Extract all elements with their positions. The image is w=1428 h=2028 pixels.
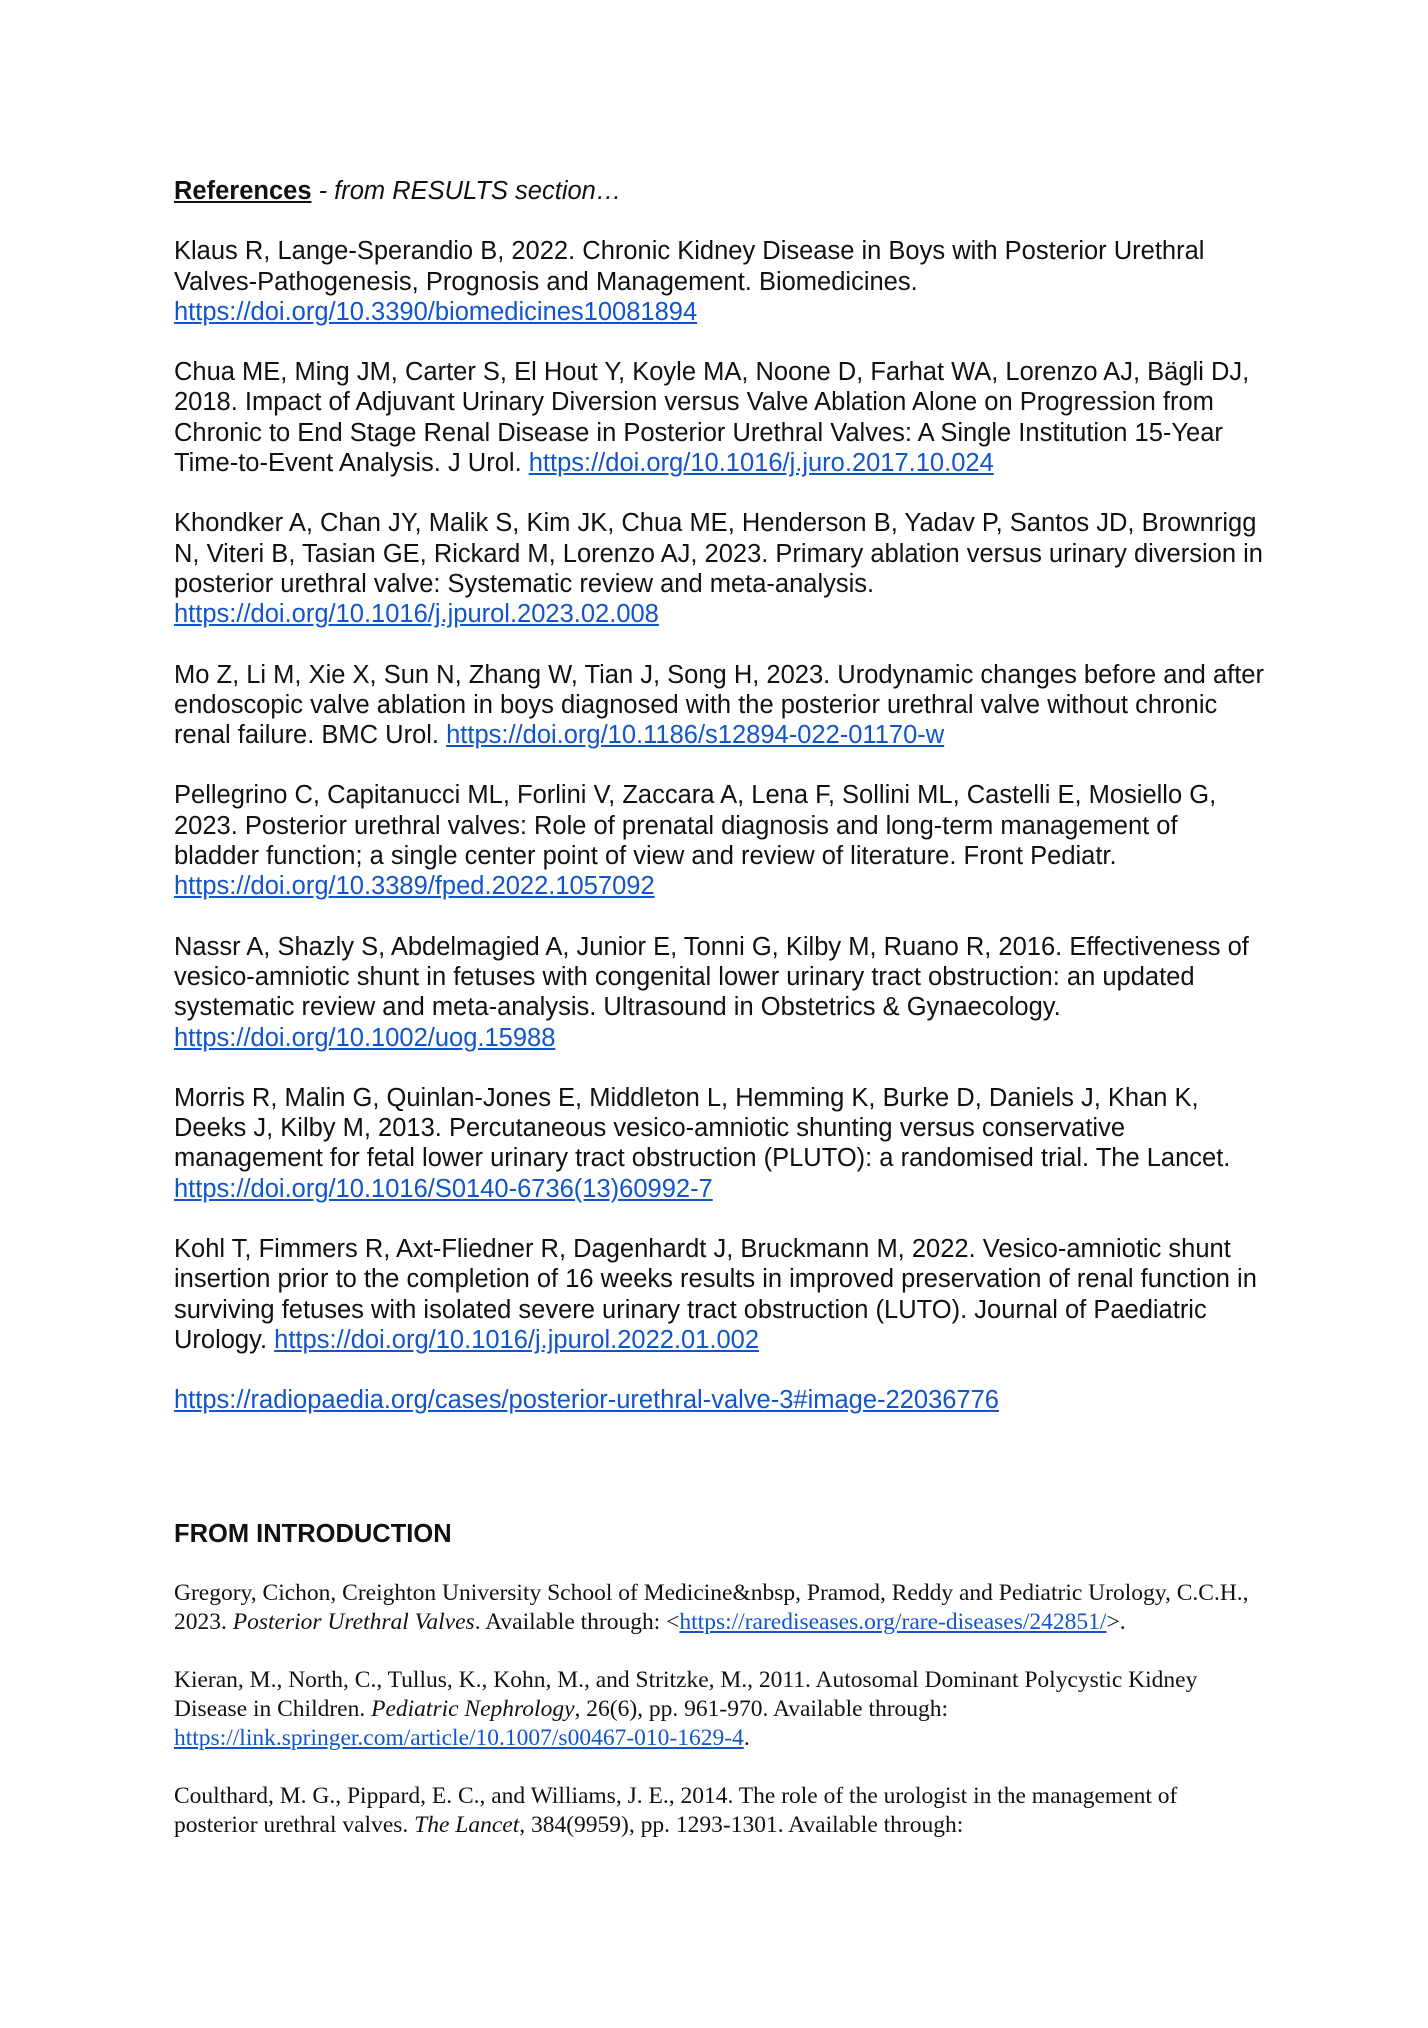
reference-text: >. xyxy=(1106,1608,1126,1635)
reference-item xyxy=(174,780,1264,901)
doi-link[interactable]: https://doi.org/10.1016/S0140-6736(13)60992-7 xyxy=(174,1174,713,1203)
reference-text: Kohl T, Fimmers R, Axt-Fliedner R, Dagenhardt J, Bruckmann M, 2022. Vesico-amniotic shunt insertion prior to the completion of 16 weeks results in improved preservation of renal function in surviving fetuses with isolated severe urinary tract obstruction (LUTO). Journal of Paediatric Urology. xyxy=(174,1235,1257,1354)
intro-reference-list xyxy=(174,1579,1264,1840)
references-title: References xyxy=(174,177,312,205)
reference-item xyxy=(174,357,1264,478)
doi-link[interactable]: https://doi.org/10.1016/j.juro.2017.10.024 xyxy=(528,449,994,478)
doi-link[interactable]: https://doi.org/10.1016/j.jpurol.2022.01.002 xyxy=(274,1325,760,1354)
reference-title-italic: The Lancet xyxy=(414,1811,520,1838)
reference-item xyxy=(174,508,1264,629)
reference-link[interactable]: https://link.springer.com/article/10.1007/s00467-010-1629-4 xyxy=(174,1724,744,1751)
reference-item xyxy=(174,236,1264,327)
intro-section-title: FROM INTRODUCTION xyxy=(174,1519,452,1548)
reference-text: Coulthard, M. G., Pippard, E. C., and Williams, J. E., 2014. The role of the urologist in the management of posterior urethral valves. xyxy=(174,1782,1178,1838)
references-subtitle: - from RESULTS section… xyxy=(311,177,622,205)
reference-item xyxy=(174,932,1264,1053)
doi-link[interactable]: https://doi.org/10.3390/biomedicines10081894 xyxy=(174,297,698,326)
reference-item xyxy=(174,1666,1264,1753)
doi-link[interactable]: https://doi.org/10.1186/s12894-022-01170-w xyxy=(446,721,945,750)
standalone-link-line xyxy=(174,1385,1264,1415)
reference-title-italic: Posterior Urethral Valves xyxy=(232,1608,475,1635)
results-reference-list xyxy=(174,236,1264,1355)
reference-text: Gregory, Cichon, Creighton University School of Medicine&nbsp, Pramod, Reddy and Pediatric Urology, C.C.H., 2023. xyxy=(174,1579,1249,1635)
reference-text: . Available through: < xyxy=(474,1608,680,1635)
radiopaedia-link[interactable]: https://radiopaedia.org/cases/posterior-urethral-valve-3#image-22036776 xyxy=(174,1386,999,1415)
doi-link[interactable]: https://doi.org/10.1002/uog.15988 xyxy=(174,1023,556,1052)
reference-text: Nassr A, Shazly S, Abdelmagied A, Junior E, Tonni G, Kilby M, Ruano R, 2016. Effectiveness of vesico-amniotic shunt in fetuses with congenital lower urinary tract obstruction: an updated systematic review and meta-analysis. Ultrasound in Obstetrics & Gynaecology. xyxy=(174,932,1249,1022)
reference-item xyxy=(174,1782,1264,1840)
reference-item xyxy=(174,1083,1264,1204)
references-heading xyxy=(174,176,1264,206)
reference-text: . xyxy=(743,1724,750,1751)
reference-title-italic: Pediatric Nephrology xyxy=(371,1695,575,1722)
reference-item xyxy=(174,1579,1264,1637)
doi-link[interactable]: https://doi.org/10.3389/fped.2022.1057092 xyxy=(174,872,655,901)
doi-link[interactable]: https://doi.org/10.1016/j.jpurol.2023.02.008 xyxy=(174,600,659,629)
reference-text: , 384(9959), pp. 1293-1301. Available through: xyxy=(519,1811,964,1838)
reference-text: Pellegrino C, Capitanucci ML, Forlini V, Zaccara A, Lena F, Sollini ML, Castelli E, Mosiello G, 2023. Posterior urethral valves: Role of prenatal diagnosis and long-term management of bladder function; a single center point of view and review of literature. Front Pediatr. xyxy=(174,781,1217,871)
reference-text: Chua ME, Ming JM, Carter S, El Hout Y, Koyle MA, Noone D, Farhat WA, Lorenzo AJ, Bägli DJ, 2018. Impact of Adjuvant Urinary Diversion versus Valve Ablation Alone on Progression from Chronic to End Stage Renal Disease in Posterior Urethral Valves: A Single Institution 15-Year Time-to-Event Analysis. J Urol. xyxy=(174,358,1250,478)
reference-item xyxy=(174,1234,1264,1355)
reference-item xyxy=(174,660,1264,751)
reference-text: , 26(6), pp. 961-970. Available through: xyxy=(574,1695,949,1722)
reference-link[interactable]: https://rarediseases.org/rare-diseases/242851/ xyxy=(679,1608,1107,1635)
reference-text: Mo Z, Li M, Xie X, Sun N, Zhang W, Tian J, Song H, 2023. Urodynamic changes before and after endoscopic valve ablation in boys diagnosed with the posterior urethral valve without chronic renal failure. BMC Urol. xyxy=(174,660,1264,750)
reference-text: Khondker A, Chan JY, Malik S, Kim JK, Chua ME, Henderson B, Yadav P, Santos JD, Brownrigg N, Viteri B, Tasian GE, Rickard M, Lorenzo AJ, 2023. Primary ablation versus urinary diversion in posterior urethral valve: Systematic review and meta-analysis. xyxy=(174,509,1263,598)
reference-text: Klaus R, Lange-Sperandio B, 2022. Chronic Kidney Disease in Boys with Posterior Urethral Valves-Pathogenesis, Prognosis and Management. Biomedicines. xyxy=(174,237,1205,296)
reference-text: Kieran, M., North, C., Tullus, K., Kohn, M., and Stritzke, M., 2011. Autosomal Dominant Polycystic Kidney Disease in Children. xyxy=(174,1666,1198,1722)
document-page xyxy=(174,176,1264,1869)
reference-text: Morris R, Malin G, Quinlan-Jones E, Middleton L, Hemming K, Burke D, Daniels J, Khan K, Deeks J, Kilby M, 2013. Percutaneous vesico-amniotic shunting versus conservative management for fetal lower urinary tract obstruction (PLUTO): a randomised trial. The Lancet. xyxy=(174,1083,1231,1173)
